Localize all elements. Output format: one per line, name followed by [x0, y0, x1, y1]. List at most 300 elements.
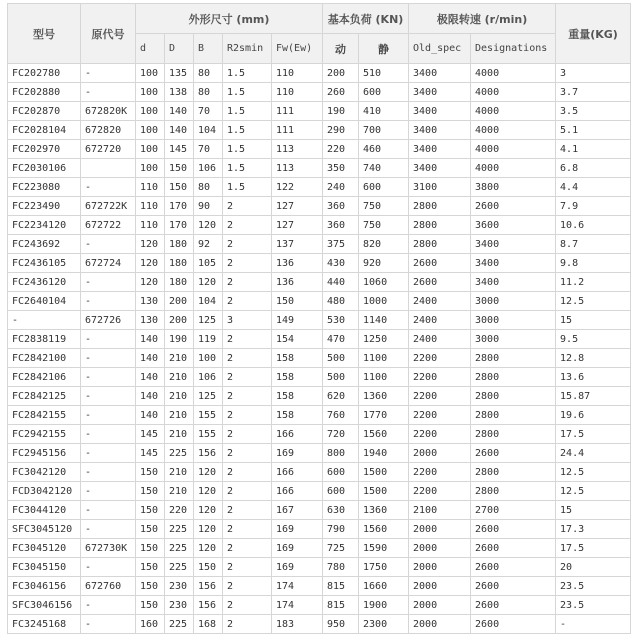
cell-old-spec: 3400 [409, 64, 471, 83]
cell-dynamic-load: 620 [323, 387, 359, 406]
cell-designations: 4000 [471, 121, 556, 140]
cell-model: FC202970 [8, 140, 81, 159]
cell-r2smin: 1.5 [223, 83, 272, 102]
cell-old-spec: 2800 [409, 235, 471, 254]
cell-model: FC3245168 [8, 615, 81, 634]
table-row [8, 254, 631, 273]
cell-dynamic-load: 480 [323, 292, 359, 311]
cell-d: 110 [136, 197, 165, 216]
cell-width: 120 [194, 501, 223, 520]
cell-designations: 2700 [471, 501, 556, 520]
table-row [8, 311, 631, 330]
cell-fw: 127 [272, 197, 323, 216]
cell-fw: 158 [272, 387, 323, 406]
cell-width: 120 [194, 273, 223, 292]
cell-designations: 2600 [471, 615, 556, 634]
table-row [8, 596, 631, 615]
table-row [8, 349, 631, 368]
cell-d: 110 [136, 216, 165, 235]
cell-static-load: 820 [359, 235, 409, 254]
cell-d: 150 [136, 463, 165, 482]
cell-width: 80 [194, 64, 223, 83]
cell-designations: 3000 [471, 311, 556, 330]
cell-model: FC2030106 [8, 159, 81, 178]
cell-designations: 3800 [471, 178, 556, 197]
cell-d: 140 [136, 330, 165, 349]
cell-old-spec: 3100 [409, 178, 471, 197]
cell-width: 119 [194, 330, 223, 349]
cell-width: 120 [194, 216, 223, 235]
header-row-main [8, 4, 631, 34]
cell-d: 140 [136, 387, 165, 406]
cell-outer-diameter: 170 [165, 216, 194, 235]
cell-r2smin: 2 [223, 577, 272, 596]
cell-old-spec: 2000 [409, 520, 471, 539]
cell-dynamic-load: 600 [323, 463, 359, 482]
cell-old-spec: 2000 [409, 539, 471, 558]
header-old-spec: Old_spec [409, 34, 471, 64]
cell-d: 130 [136, 311, 165, 330]
cell-model: FC202880 [8, 83, 81, 102]
cell-outer-diameter: 230 [165, 596, 194, 615]
cell-static-load: 1500 [359, 463, 409, 482]
table-row [8, 425, 631, 444]
cell-r2smin: 2 [223, 463, 272, 482]
cell-designations: 3400 [471, 273, 556, 292]
cell-fw: 169 [272, 558, 323, 577]
cell-weight: 13.6 [556, 368, 631, 387]
cell-fw: 110 [272, 64, 323, 83]
cell-d: 140 [136, 368, 165, 387]
header-r2smin: R2smin [223, 34, 272, 64]
cell-static-load: 1100 [359, 349, 409, 368]
cell-fw: 111 [272, 102, 323, 121]
cell-dynamic-load: 530 [323, 311, 359, 330]
cell-designations: 4000 [471, 159, 556, 178]
header-static-load: 静 [359, 34, 409, 64]
cell-d: 100 [136, 159, 165, 178]
cell-r2smin: 2 [223, 558, 272, 577]
cell-outer-diameter: 150 [165, 159, 194, 178]
cell-old-spec: 2600 [409, 254, 471, 273]
cell-fw: 183 [272, 615, 323, 634]
table-row [8, 406, 631, 425]
cell-weight: 9.5 [556, 330, 631, 349]
cell-d: 150 [136, 520, 165, 539]
cell-fw: 158 [272, 368, 323, 387]
cell-designations: 4000 [471, 64, 556, 83]
cell-width: 150 [194, 558, 223, 577]
cell-outer-diameter: 225 [165, 558, 194, 577]
cell-r2smin: 1.5 [223, 102, 272, 121]
cell-model: FC3046156 [8, 577, 81, 596]
cell-r2smin: 3 [223, 311, 272, 330]
cell-weight: 5.1 [556, 121, 631, 140]
cell-d: 150 [136, 577, 165, 596]
cell-width: 92 [194, 235, 223, 254]
cell-designations: 2800 [471, 425, 556, 444]
cell-dynamic-load: 350 [323, 159, 359, 178]
cell-model: FC2942155 [8, 425, 81, 444]
cell-fw: 174 [272, 577, 323, 596]
cell-model: FC3044120 [8, 501, 81, 520]
table-row [8, 273, 631, 292]
cell-r2smin: 2 [223, 482, 272, 501]
cell-original-code: 672726 [81, 311, 136, 330]
cell-designations: 4000 [471, 140, 556, 159]
cell-r2smin: 2 [223, 254, 272, 273]
cell-outer-diameter: 145 [165, 140, 194, 159]
cell-width: 156 [194, 577, 223, 596]
cell-weight: 15 [556, 311, 631, 330]
cell-designations: 2600 [471, 577, 556, 596]
cell-width: 90 [194, 197, 223, 216]
cell-original-code: - [81, 558, 136, 577]
cell-old-spec: 2000 [409, 596, 471, 615]
cell-dynamic-load: 360 [323, 216, 359, 235]
cell-weight: 23.5 [556, 577, 631, 596]
table-row [8, 121, 631, 140]
cell-fw: 136 [272, 254, 323, 273]
cell-d: 150 [136, 482, 165, 501]
cell-original-code: - [81, 235, 136, 254]
cell-old-spec: 2200 [409, 425, 471, 444]
cell-model: FC2028104 [8, 121, 81, 140]
cell-static-load: 1500 [359, 482, 409, 501]
cell-old-spec: 3400 [409, 102, 471, 121]
cell-model: FC2640104 [8, 292, 81, 311]
cell-width: 120 [194, 520, 223, 539]
cell-static-load: 1100 [359, 368, 409, 387]
cell-original-code: - [81, 425, 136, 444]
cell-fw: 150 [272, 292, 323, 311]
header-limit-speed: 极限转速 (r/min) [409, 4, 556, 34]
cell-original-code: - [81, 349, 136, 368]
cell-old-spec: 3400 [409, 140, 471, 159]
cell-model: FC2842155 [8, 406, 81, 425]
cell-designations: 3000 [471, 330, 556, 349]
cell-fw: 127 [272, 216, 323, 235]
cell-dynamic-load: 800 [323, 444, 359, 463]
cell-fw: 174 [272, 596, 323, 615]
cell-old-spec: 3400 [409, 159, 471, 178]
bearing-spec-table [7, 3, 631, 634]
cell-dynamic-load: 815 [323, 577, 359, 596]
cell-fw: 122 [272, 178, 323, 197]
cell-width: 156 [194, 444, 223, 463]
cell-fw: 167 [272, 501, 323, 520]
table-header [8, 4, 631, 64]
cell-weight: 3.5 [556, 102, 631, 121]
cell-outer-diameter: 220 [165, 501, 194, 520]
cell-dynamic-load: 190 [323, 102, 359, 121]
cell-original-code: 672722 [81, 216, 136, 235]
cell-d: 145 [136, 444, 165, 463]
table-row [8, 577, 631, 596]
cell-original-code: 672724 [81, 254, 136, 273]
cell-original-code: - [81, 444, 136, 463]
cell-fw: 166 [272, 463, 323, 482]
cell-static-load: 1590 [359, 539, 409, 558]
cell-original-code: - [81, 64, 136, 83]
cell-old-spec: 2000 [409, 444, 471, 463]
cell-weight: 9.8 [556, 254, 631, 273]
cell-width: 168 [194, 615, 223, 634]
table-row [8, 102, 631, 121]
table-row [8, 83, 631, 102]
table-row [8, 140, 631, 159]
cell-outer-diameter: 140 [165, 121, 194, 140]
cell-width: 156 [194, 596, 223, 615]
table-row [8, 216, 631, 235]
cell-static-load: 2300 [359, 615, 409, 634]
cell-model: FC3045120 [8, 539, 81, 558]
cell-dynamic-load: 630 [323, 501, 359, 520]
cell-model: FC243692 [8, 235, 81, 254]
cell-original-code: - [81, 482, 136, 501]
cell-d: 120 [136, 273, 165, 292]
cell-designations: 2800 [471, 406, 556, 425]
cell-dynamic-load: 500 [323, 349, 359, 368]
cell-outer-diameter: 180 [165, 254, 194, 273]
cell-dynamic-load: 760 [323, 406, 359, 425]
cell-static-load: 1750 [359, 558, 409, 577]
cell-model: FC3042120 [8, 463, 81, 482]
cell-original-code: 672730K [81, 539, 136, 558]
cell-weight: 12.5 [556, 463, 631, 482]
cell-r2smin: 1.5 [223, 64, 272, 83]
cell-width: 105 [194, 254, 223, 273]
cell-original-code: 672820K [81, 102, 136, 121]
cell-static-load: 600 [359, 83, 409, 102]
cell-original-code: - [81, 178, 136, 197]
cell-static-load: 1060 [359, 273, 409, 292]
cell-static-load: 1940 [359, 444, 409, 463]
cell-r2smin: 2 [223, 387, 272, 406]
cell-original-code: - [81, 83, 136, 102]
cell-fw: 169 [272, 444, 323, 463]
cell-fw: 154 [272, 330, 323, 349]
cell-fw: 136 [272, 273, 323, 292]
cell-original-code [81, 159, 136, 178]
cell-outer-diameter: 210 [165, 425, 194, 444]
cell-r2smin: 2 [223, 406, 272, 425]
cell-d: 140 [136, 349, 165, 368]
cell-dynamic-load: 220 [323, 140, 359, 159]
table-row [8, 64, 631, 83]
cell-weight: 24.4 [556, 444, 631, 463]
cell-r2smin: 2 [223, 501, 272, 520]
cell-d: 150 [136, 596, 165, 615]
cell-old-spec: 2200 [409, 368, 471, 387]
cell-original-code: - [81, 330, 136, 349]
table-row [8, 520, 631, 539]
cell-fw: 166 [272, 482, 323, 501]
cell-old-spec: 2400 [409, 292, 471, 311]
cell-r2smin: 2 [223, 292, 272, 311]
cell-weight: 15 [556, 501, 631, 520]
cell-weight: - [556, 615, 631, 634]
cell-designations: 2600 [471, 197, 556, 216]
cell-weight: 17.5 [556, 539, 631, 558]
table-row [8, 444, 631, 463]
cell-outer-diameter: 180 [165, 235, 194, 254]
cell-weight: 17.5 [556, 425, 631, 444]
cell-weight: 11.2 [556, 273, 631, 292]
cell-weight: 23.5 [556, 596, 631, 615]
header-model: 型号 [8, 4, 81, 64]
bearing-spec-table-container [7, 3, 631, 634]
cell-model: FC2234120 [8, 216, 81, 235]
cell-dynamic-load: 440 [323, 273, 359, 292]
cell-original-code: 672722K [81, 197, 136, 216]
cell-fw: 169 [272, 520, 323, 539]
table-row [8, 482, 631, 501]
cell-old-spec: 2200 [409, 349, 471, 368]
cell-r2smin: 2 [223, 349, 272, 368]
cell-model: SFC3045120 [8, 520, 81, 539]
cell-outer-diameter: 135 [165, 64, 194, 83]
cell-d: 130 [136, 292, 165, 311]
cell-outer-diameter: 190 [165, 330, 194, 349]
cell-static-load: 1560 [359, 425, 409, 444]
cell-original-code: - [81, 292, 136, 311]
table-row [8, 501, 631, 520]
cell-old-spec: 2800 [409, 216, 471, 235]
cell-r2smin: 1.5 [223, 140, 272, 159]
table-row [8, 463, 631, 482]
cell-static-load: 740 [359, 159, 409, 178]
cell-model: FC2842125 [8, 387, 81, 406]
cell-dynamic-load: 260 [323, 83, 359, 102]
cell-width: 70 [194, 140, 223, 159]
cell-outer-diameter: 180 [165, 273, 194, 292]
cell-width: 120 [194, 463, 223, 482]
table-row [8, 159, 631, 178]
cell-static-load: 1360 [359, 501, 409, 520]
cell-r2smin: 2 [223, 520, 272, 539]
cell-weight: 7.9 [556, 197, 631, 216]
cell-old-spec: 3400 [409, 83, 471, 102]
cell-dynamic-load: 200 [323, 64, 359, 83]
cell-static-load: 750 [359, 197, 409, 216]
cell-old-spec: 3400 [409, 121, 471, 140]
cell-r2smin: 1.5 [223, 121, 272, 140]
cell-outer-diameter: 200 [165, 292, 194, 311]
cell-model: FC2838119 [8, 330, 81, 349]
cell-dynamic-load: 725 [323, 539, 359, 558]
cell-designations: 3000 [471, 292, 556, 311]
header-weight: 重量(KG) [556, 4, 631, 64]
cell-width: 104 [194, 121, 223, 140]
cell-weight: 12.5 [556, 292, 631, 311]
cell-designations: 2800 [471, 349, 556, 368]
cell-r2smin: 2 [223, 539, 272, 558]
cell-model: SFC3046156 [8, 596, 81, 615]
cell-weight: 3.7 [556, 83, 631, 102]
cell-dynamic-load: 790 [323, 520, 359, 539]
cell-outer-diameter: 200 [165, 311, 194, 330]
cell-designations: 2600 [471, 444, 556, 463]
cell-static-load: 920 [359, 254, 409, 273]
cell-d: 100 [136, 140, 165, 159]
cell-fw: 113 [272, 140, 323, 159]
cell-static-load: 1360 [359, 387, 409, 406]
header-d: d [136, 34, 165, 64]
cell-dynamic-load: 950 [323, 615, 359, 634]
cell-model: - [8, 311, 81, 330]
cell-r2smin: 2 [223, 216, 272, 235]
cell-width: 125 [194, 387, 223, 406]
header-original-code: 原代号 [81, 4, 136, 64]
cell-original-code: - [81, 596, 136, 615]
cell-weight: 20 [556, 558, 631, 577]
cell-weight: 6.8 [556, 159, 631, 178]
cell-r2smin: 2 [223, 444, 272, 463]
cell-dynamic-load: 240 [323, 178, 359, 197]
cell-old-spec: 2400 [409, 330, 471, 349]
cell-dynamic-load: 500 [323, 368, 359, 387]
header-D: D [165, 34, 194, 64]
cell-model: FC2842106 [8, 368, 81, 387]
header-B: B [194, 34, 223, 64]
cell-width: 155 [194, 425, 223, 444]
cell-designations: 3400 [471, 254, 556, 273]
cell-weight: 4.4 [556, 178, 631, 197]
cell-original-code: - [81, 273, 136, 292]
cell-old-spec: 2200 [409, 482, 471, 501]
table-row [8, 178, 631, 197]
cell-original-code: 672760 [81, 577, 136, 596]
table-row [8, 539, 631, 558]
cell-weight: 3 [556, 64, 631, 83]
cell-fw: 158 [272, 406, 323, 425]
cell-dynamic-load: 290 [323, 121, 359, 140]
cell-width: 80 [194, 83, 223, 102]
cell-old-spec: 2100 [409, 501, 471, 520]
cell-r2smin: 1.5 [223, 178, 272, 197]
cell-width: 104 [194, 292, 223, 311]
cell-fw: 111 [272, 121, 323, 140]
cell-width: 70 [194, 102, 223, 121]
cell-static-load: 1140 [359, 311, 409, 330]
table-row [8, 197, 631, 216]
cell-model: FC223490 [8, 197, 81, 216]
cell-fw: 166 [272, 425, 323, 444]
cell-model: FC202870 [8, 102, 81, 121]
cell-width: 155 [194, 406, 223, 425]
cell-outer-diameter: 150 [165, 178, 194, 197]
cell-width: 106 [194, 159, 223, 178]
table-row [8, 330, 631, 349]
cell-outer-diameter: 210 [165, 349, 194, 368]
table-row [8, 387, 631, 406]
cell-fw: 149 [272, 311, 323, 330]
cell-original-code: 672720 [81, 140, 136, 159]
cell-d: 110 [136, 178, 165, 197]
cell-r2smin: 2 [223, 368, 272, 387]
cell-static-load: 750 [359, 216, 409, 235]
cell-outer-diameter: 225 [165, 520, 194, 539]
table-row [8, 615, 631, 634]
cell-original-code: - [81, 520, 136, 539]
table-row [8, 235, 631, 254]
cell-weight: 17.3 [556, 520, 631, 539]
cell-outer-diameter: 210 [165, 368, 194, 387]
cell-outer-diameter: 230 [165, 577, 194, 596]
cell-weight: 15.87 [556, 387, 631, 406]
cell-width: 120 [194, 482, 223, 501]
